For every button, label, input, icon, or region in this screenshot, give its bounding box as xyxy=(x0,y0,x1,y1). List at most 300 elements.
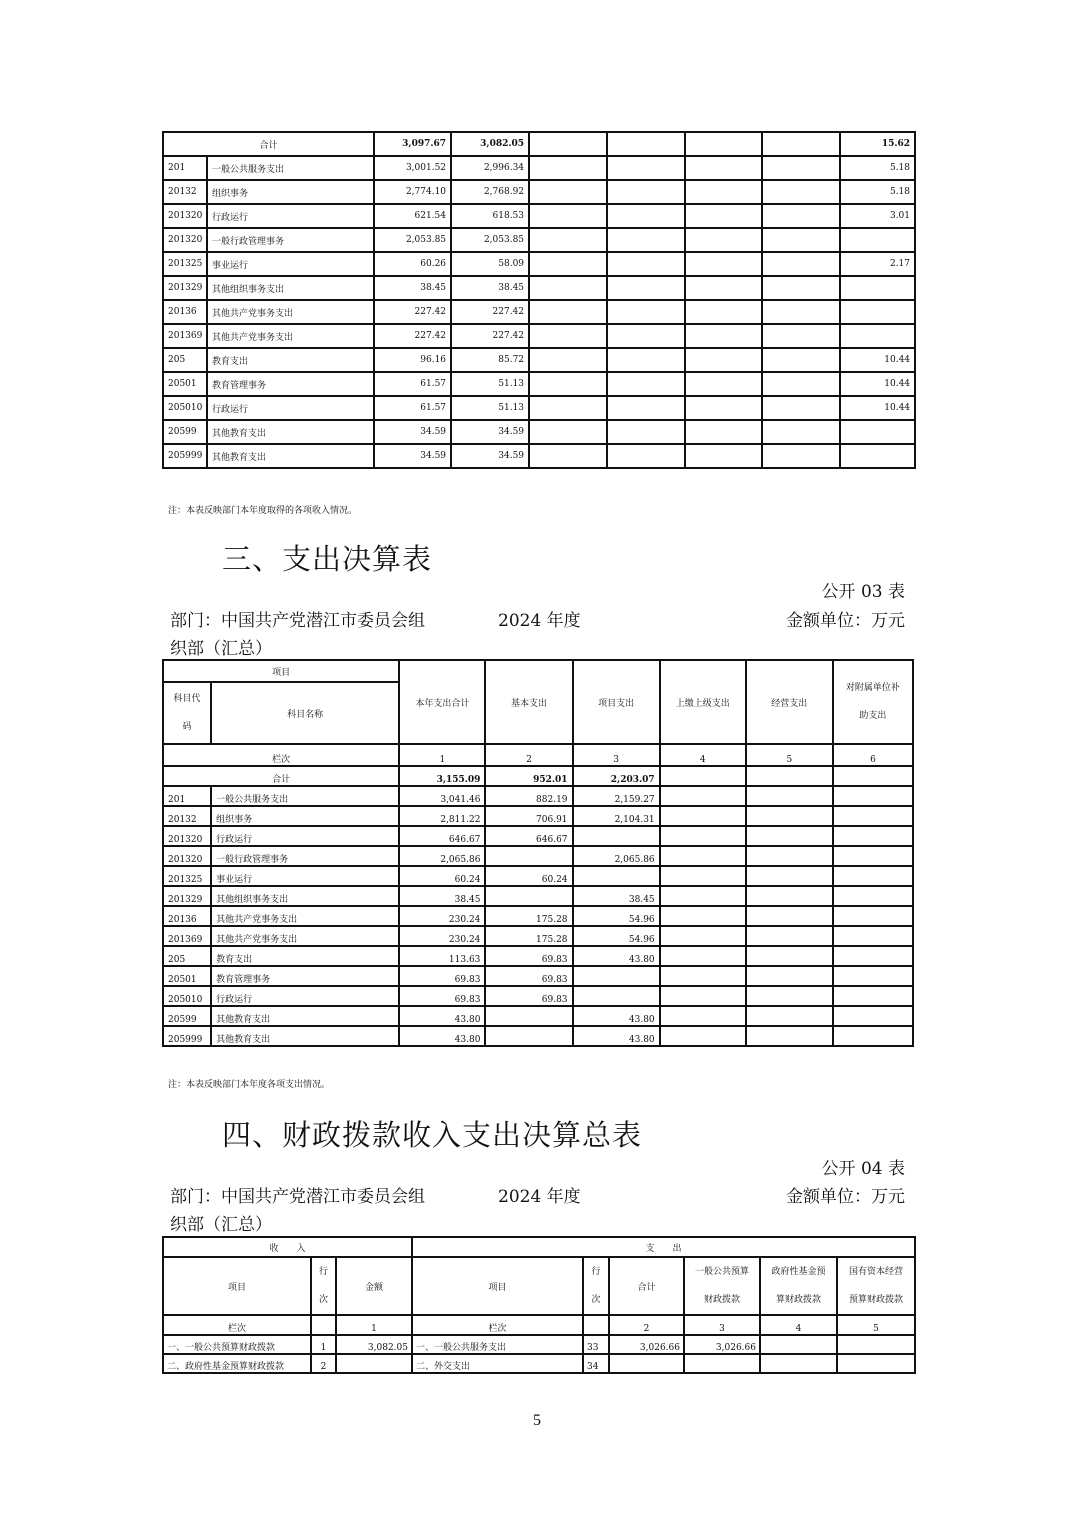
amount-cell: 175.28 xyxy=(485,906,572,926)
table-row xyxy=(163,444,915,468)
subject-code: 205 xyxy=(163,946,211,966)
subject-code: 205999 xyxy=(163,444,207,468)
amount-cell xyxy=(607,156,685,180)
amount-cell: 60.24 xyxy=(485,866,572,886)
amount-cell xyxy=(833,786,913,806)
amount-cell xyxy=(685,420,762,444)
amount-cell xyxy=(746,826,833,846)
subject-name: 行政运行 xyxy=(211,826,399,846)
amount-cell: 2,774.10 xyxy=(374,180,451,204)
page-number: 5 xyxy=(533,1412,541,1429)
amount-cell xyxy=(607,372,685,396)
subject-name: 组织事务 xyxy=(211,806,399,826)
amount-cell xyxy=(840,276,915,300)
amount-cell xyxy=(762,276,840,300)
subject-name: 事业运行 xyxy=(207,252,374,276)
subject-code: 201 xyxy=(163,156,207,180)
amount-cell: 2.17 xyxy=(840,252,915,276)
total-row xyxy=(163,766,913,786)
table-row xyxy=(163,156,915,180)
header-income-line: 行 次 xyxy=(311,1257,336,1315)
subject-code: 201369 xyxy=(163,324,207,348)
amount-cell xyxy=(529,396,607,420)
amount-cell xyxy=(607,420,685,444)
col-num: 5 xyxy=(746,744,833,766)
header-col-6: 对附属单位补 助支出 xyxy=(833,660,913,744)
subject-name: 其他组织事务支出 xyxy=(207,276,374,300)
table-row xyxy=(163,966,913,986)
amount-cell xyxy=(762,348,840,372)
table-row xyxy=(163,906,913,926)
amount-cell xyxy=(685,444,762,468)
header-expense-item: 项目 xyxy=(412,1257,583,1315)
amount-cell xyxy=(762,252,840,276)
subject-code: 205010 xyxy=(163,986,211,1006)
header-col-2: 基本支出 xyxy=(485,660,572,744)
amount-cell: 51.13 xyxy=(451,372,529,396)
amount-cell xyxy=(833,1026,913,1046)
section-4-department-cont: 织部（汇总） xyxy=(170,1215,272,1235)
total-value: 15.62 xyxy=(840,132,915,156)
subject-code: 201 xyxy=(163,786,211,806)
amount-cell xyxy=(529,204,607,228)
amount-cell xyxy=(660,1006,746,1026)
amount-cell xyxy=(660,826,746,846)
header-col-5: 经营支出 xyxy=(746,660,833,744)
amount-cell xyxy=(529,180,607,204)
amount-cell: 96.16 xyxy=(374,348,451,372)
col-num: 3 xyxy=(684,1315,760,1335)
header-general-budget: 一般公共预算 财政拨款 xyxy=(684,1257,760,1315)
section-4-title: 四、财政拨款收入支出决算总表 xyxy=(222,1118,643,1152)
amount-cell xyxy=(607,348,685,372)
amount-cell xyxy=(607,396,685,420)
expense-amount xyxy=(609,1354,684,1373)
header-col-4: 上缴上级支出 xyxy=(660,660,746,744)
amount-cell xyxy=(660,866,746,886)
subject-code: 201325 xyxy=(163,252,207,276)
amount-cell: 61.57 xyxy=(374,372,451,396)
amount-cell xyxy=(607,444,685,468)
income-line-number: 2 xyxy=(311,1354,336,1373)
amount-cell xyxy=(685,276,762,300)
empty-cell xyxy=(583,1315,609,1335)
amount-cell xyxy=(573,966,660,986)
amount-cell: 3.01 xyxy=(840,204,915,228)
amount-cell xyxy=(746,886,833,906)
amount-cell xyxy=(660,986,746,1006)
header-income-item: 项目 xyxy=(163,1257,311,1315)
total-value xyxy=(746,766,833,786)
total-value: 2,203.07 xyxy=(573,766,660,786)
col-num: 4 xyxy=(660,744,746,766)
section-3-department: 部门：中国共产党潜江市委员会组 xyxy=(170,611,425,631)
amount-cell xyxy=(840,228,915,252)
amount-cell: 113.63 xyxy=(399,946,485,966)
subject-code: 201325 xyxy=(163,866,211,886)
amount-cell xyxy=(660,906,746,926)
subject-code: 20599 xyxy=(163,420,207,444)
table-row xyxy=(163,324,915,348)
amount-cell xyxy=(746,846,833,866)
amount-cell: 34.59 xyxy=(451,444,529,468)
amount-cell: 34.59 xyxy=(374,444,451,468)
amount-cell: 2,065.86 xyxy=(573,846,660,866)
amount-cell: 34.59 xyxy=(451,420,529,444)
amount-cell xyxy=(833,806,913,826)
lanci-label: 栏次 xyxy=(163,744,399,766)
subject-code: 201329 xyxy=(163,276,207,300)
expense-item: 二、外交支出 xyxy=(412,1354,583,1373)
amount-cell: 38.45 xyxy=(374,276,451,300)
amount-cell xyxy=(607,324,685,348)
table-row xyxy=(163,826,913,846)
section-4-year: 2024 年度 xyxy=(498,1187,581,1207)
subject-name: 教育支出 xyxy=(211,946,399,966)
subject-name: 其他共产党事务支出 xyxy=(207,324,374,348)
amount-cell xyxy=(485,1026,572,1046)
amount-cell xyxy=(660,1026,746,1046)
amount-cell xyxy=(685,348,762,372)
amount-cell xyxy=(746,866,833,886)
col-num: 1 xyxy=(399,744,485,766)
header-income: 收 入 xyxy=(163,1237,412,1257)
amount-cell xyxy=(833,886,913,906)
amount-cell xyxy=(833,966,913,986)
total-value xyxy=(833,766,913,786)
col-num: 4 xyxy=(760,1315,837,1335)
amount-cell: 2,996.34 xyxy=(451,156,529,180)
amount-cell xyxy=(746,986,833,1006)
amount-cell: 227.42 xyxy=(374,300,451,324)
subject-code: 205999 xyxy=(163,1026,211,1046)
amount-cell: 10.44 xyxy=(840,396,915,420)
header-expense-line: 行 次 xyxy=(583,1257,609,1315)
header-gov-fund: 政府性基金预 算财政拨款 xyxy=(760,1257,837,1315)
subject-name: 教育管理事务 xyxy=(211,966,399,986)
amount-cell xyxy=(833,926,913,946)
table-row xyxy=(163,946,913,966)
total-value: 952.01 xyxy=(485,766,572,786)
amount-cell xyxy=(573,866,660,886)
amount-cell: 38.45 xyxy=(573,886,660,906)
subject-name: 其他共产党事务支出 xyxy=(207,300,374,324)
subject-name: 教育支出 xyxy=(207,348,374,372)
amount-cell: 38.45 xyxy=(451,276,529,300)
amount-cell: 227.42 xyxy=(374,324,451,348)
subject-name: 行政运行 xyxy=(211,986,399,1006)
amount-cell xyxy=(485,846,572,866)
amount-cell: 85.72 xyxy=(451,348,529,372)
col-num: 6 xyxy=(833,744,913,766)
subject-code: 20136 xyxy=(163,300,207,324)
amount-cell xyxy=(485,886,572,906)
income-amount: 3,082.05 xyxy=(336,1335,412,1354)
amount-cell: 43.80 xyxy=(573,946,660,966)
amount-cell xyxy=(840,420,915,444)
col-num: 2 xyxy=(485,744,572,766)
subject-name: 教育管理事务 xyxy=(207,372,374,396)
table-row xyxy=(163,180,915,204)
amount-cell xyxy=(529,252,607,276)
amount-cell: 175.28 xyxy=(485,926,572,946)
expense-line-number: 33 xyxy=(583,1335,609,1354)
amount-cell xyxy=(746,1006,833,1026)
subject-code: 201320 xyxy=(163,826,211,846)
total-value xyxy=(529,132,607,156)
subject-name: 行政运行 xyxy=(207,204,374,228)
table-row xyxy=(163,1335,915,1354)
table-row xyxy=(163,806,913,826)
subject-name: 组织事务 xyxy=(207,180,374,204)
amount-cell: 43.80 xyxy=(399,1006,485,1026)
subject-name: 其他教育支出 xyxy=(211,1006,399,1026)
subject-name: 其他教育支出 xyxy=(207,420,374,444)
table-row xyxy=(163,348,915,372)
subject-code: 205010 xyxy=(163,396,207,420)
subject-name: 一般行政管理事务 xyxy=(207,228,374,252)
section-4-form-number: 公开 04 表 xyxy=(821,1159,905,1179)
amount-cell: 2,053.85 xyxy=(374,228,451,252)
amount-cell xyxy=(762,300,840,324)
total-value: 3,155.09 xyxy=(399,766,485,786)
amount-cell: 51.13 xyxy=(451,396,529,420)
amount-cell: 38.45 xyxy=(399,886,485,906)
amount-cell xyxy=(833,826,913,846)
section-3-unit: 金额单位：万元 xyxy=(786,611,905,631)
amount-cell xyxy=(762,156,840,180)
amount-cell xyxy=(607,180,685,204)
amount-cell xyxy=(840,324,915,348)
amount-cell xyxy=(529,276,607,300)
amount-cell: 3,001.52 xyxy=(374,156,451,180)
amount-cell xyxy=(833,986,913,1006)
amount-cell xyxy=(685,396,762,420)
amount-cell xyxy=(573,826,660,846)
amount-cell xyxy=(746,966,833,986)
table-row xyxy=(163,1006,913,1026)
amount-cell: 3,041.46 xyxy=(399,786,485,806)
expense-item: 一、一般公共服务支出 xyxy=(412,1335,583,1354)
expense-amount xyxy=(760,1354,837,1373)
subject-name: 行政运行 xyxy=(207,396,374,420)
amount-cell xyxy=(746,806,833,826)
amount-cell xyxy=(529,300,607,324)
income-table-note: 注：本表反映部门本年度取得的各项收入情况。 xyxy=(168,506,358,516)
amount-cell: 621.54 xyxy=(374,204,451,228)
table-row xyxy=(163,276,915,300)
amount-cell xyxy=(833,866,913,886)
amount-cell xyxy=(762,228,840,252)
subject-code: 201320 xyxy=(163,846,211,866)
amount-cell: 2,104.31 xyxy=(573,806,660,826)
amount-cell: 10.44 xyxy=(840,348,915,372)
amount-cell: 2,053.85 xyxy=(451,228,529,252)
amount-cell xyxy=(660,946,746,966)
col-num: 2 xyxy=(609,1315,684,1335)
amount-cell xyxy=(762,372,840,396)
amount-cell: 5.18 xyxy=(840,180,915,204)
col-num: 3 xyxy=(573,744,660,766)
amount-cell: 618.53 xyxy=(451,204,529,228)
amount-cell xyxy=(685,228,762,252)
amount-cell xyxy=(685,252,762,276)
amount-cell xyxy=(762,444,840,468)
amount-cell: 60.26 xyxy=(374,252,451,276)
header-total: 合计 xyxy=(609,1257,684,1315)
amount-cell xyxy=(762,324,840,348)
expense-amount xyxy=(760,1335,837,1354)
subject-code: 20136 xyxy=(163,906,211,926)
expense-amount xyxy=(837,1354,915,1373)
total-value xyxy=(607,132,685,156)
table-row xyxy=(163,372,915,396)
subject-name: 其他组织事务支出 xyxy=(211,886,399,906)
amount-cell: 69.83 xyxy=(399,966,485,986)
empty-cell xyxy=(311,1315,336,1335)
total-value xyxy=(762,132,840,156)
income-line-number: 1 xyxy=(311,1335,336,1354)
subject-code: 20132 xyxy=(163,180,207,204)
total-label: 合计 xyxy=(163,766,399,786)
amount-cell: 69.83 xyxy=(399,986,485,1006)
subject-name: 其他共产党事务支出 xyxy=(211,926,399,946)
amount-cell xyxy=(762,420,840,444)
subject-name: 一般公共服务支出 xyxy=(211,786,399,806)
amount-cell xyxy=(607,300,685,324)
amount-cell xyxy=(529,372,607,396)
header-expense: 支 出 xyxy=(412,1237,915,1257)
section-4-department: 部门：中国共产党潜江市委员会组 xyxy=(170,1187,425,1207)
expenditure-table-note: 注：本表反映部门本年度各项支出情况。 xyxy=(168,1080,331,1090)
amount-cell xyxy=(833,946,913,966)
header-col-1: 本年支出合计 xyxy=(399,660,485,744)
amount-cell xyxy=(746,1026,833,1046)
amount-cell xyxy=(607,252,685,276)
subject-code: 201329 xyxy=(163,886,211,906)
amount-cell xyxy=(660,786,746,806)
amount-cell: 646.67 xyxy=(399,826,485,846)
amount-cell xyxy=(607,204,685,228)
total-value: 3,097.67 xyxy=(374,132,451,156)
section-3-department-cont: 织部（汇总） xyxy=(170,639,272,659)
total-label: 合计 xyxy=(163,132,374,156)
amount-cell: 706.91 xyxy=(485,806,572,826)
amount-cell xyxy=(485,1006,572,1026)
amount-cell: 646.67 xyxy=(485,826,572,846)
section-4-unit: 金额单位：万元 xyxy=(786,1187,905,1207)
table-row xyxy=(163,1354,915,1373)
expense-amount: 3,026.66 xyxy=(684,1335,760,1354)
amount-cell xyxy=(660,846,746,866)
amount-cell: 2,811.22 xyxy=(399,806,485,826)
table-row xyxy=(163,300,915,324)
subject-code: 20501 xyxy=(163,966,211,986)
amount-cell xyxy=(685,204,762,228)
amount-cell: 227.42 xyxy=(451,300,529,324)
table-row xyxy=(163,252,915,276)
amount-cell xyxy=(529,156,607,180)
amount-cell xyxy=(762,180,840,204)
subject-code: 201320 xyxy=(163,204,207,228)
expense-amount xyxy=(684,1354,760,1373)
header-income-amount: 金额 xyxy=(336,1257,412,1315)
amount-cell xyxy=(840,444,915,468)
subject-code: 201369 xyxy=(163,926,211,946)
header-state-capital: 国有资本经营 预算财政拨款 xyxy=(837,1257,915,1315)
subject-name: 其他共产党事务支出 xyxy=(211,906,399,926)
income-item: 一、一般公共预算财政拨款 xyxy=(163,1335,311,1354)
subject-name: 一般行政管理事务 xyxy=(211,846,399,866)
income-amount xyxy=(336,1354,412,1373)
subject-name: 其他教育支出 xyxy=(207,444,374,468)
amount-cell: 227.42 xyxy=(451,324,529,348)
total-value xyxy=(685,132,762,156)
table-row xyxy=(163,420,915,444)
amount-cell: 54.96 xyxy=(573,926,660,946)
section-3-form-number: 公开 03 表 xyxy=(821,582,905,602)
amount-cell xyxy=(660,886,746,906)
amount-cell xyxy=(685,372,762,396)
amount-cell: 43.80 xyxy=(573,1006,660,1026)
fiscal-summary-table xyxy=(162,1236,916,1374)
amount-cell xyxy=(762,204,840,228)
amount-cell: 882.19 xyxy=(485,786,572,806)
amount-cell xyxy=(746,906,833,926)
amount-cell xyxy=(833,846,913,866)
header-name: 科目名称 xyxy=(211,682,399,744)
lanci-label: 栏次 xyxy=(412,1315,583,1335)
header-item: 项目 xyxy=(163,660,399,682)
amount-cell: 230.24 xyxy=(399,906,485,926)
section-3-title: 三、支出决算表 xyxy=(222,542,433,576)
amount-cell: 10.44 xyxy=(840,372,915,396)
subject-name: 一般公共服务支出 xyxy=(207,156,374,180)
amount-cell xyxy=(529,228,607,252)
table-row xyxy=(163,228,915,252)
subject-code: 205 xyxy=(163,348,207,372)
table-row xyxy=(163,846,913,866)
amount-cell: 61.57 xyxy=(374,396,451,420)
amount-cell xyxy=(685,180,762,204)
total-value: 3,082.05 xyxy=(451,132,529,156)
income-table xyxy=(162,131,916,469)
amount-cell: 2,065.86 xyxy=(399,846,485,866)
income-item: 二、政府性基金预算财政拨款 xyxy=(163,1354,311,1373)
amount-cell xyxy=(840,300,915,324)
amount-cell xyxy=(529,348,607,372)
header-code: 科目代 码 xyxy=(163,682,211,744)
amount-cell: 230.24 xyxy=(399,926,485,946)
section-3-year: 2024 年度 xyxy=(498,611,581,631)
table-row xyxy=(163,1026,913,1046)
table-row xyxy=(163,986,913,1006)
table-row xyxy=(163,204,915,228)
amount-cell: 54.96 xyxy=(573,906,660,926)
amount-cell xyxy=(660,926,746,946)
total-value xyxy=(660,766,746,786)
amount-cell: 60.24 xyxy=(399,866,485,886)
amount-cell xyxy=(746,786,833,806)
amount-cell xyxy=(685,324,762,348)
amount-cell xyxy=(607,276,685,300)
table-row xyxy=(163,886,913,906)
amount-cell xyxy=(529,420,607,444)
expense-line-number: 34 xyxy=(583,1354,609,1373)
lanci-label: 栏次 xyxy=(163,1315,311,1335)
amount-cell xyxy=(529,324,607,348)
table-row xyxy=(163,786,913,806)
